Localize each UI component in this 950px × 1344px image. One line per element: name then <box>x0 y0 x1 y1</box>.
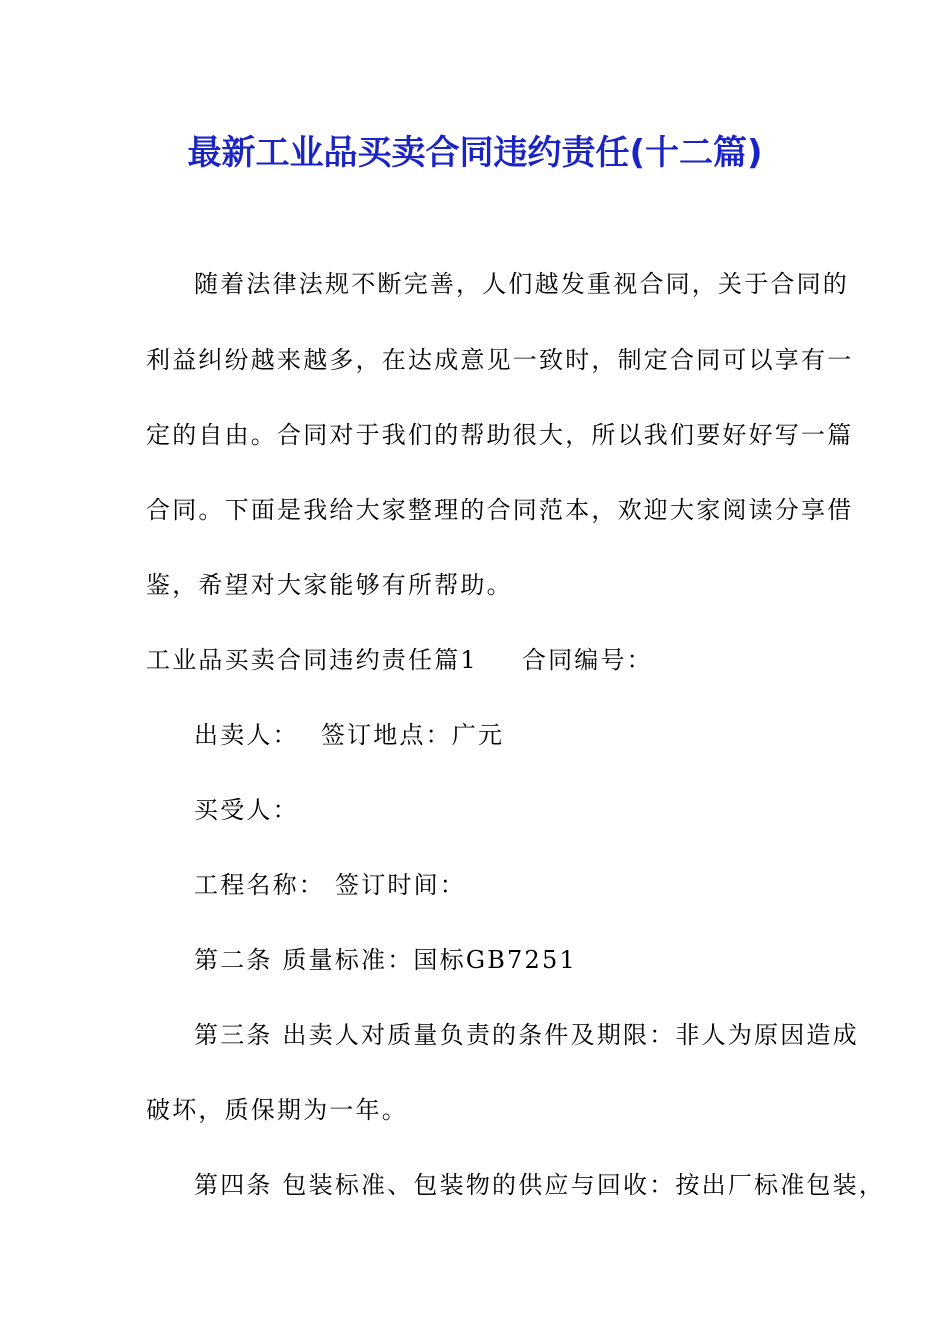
seller-row <box>194 717 504 753</box>
article-2: 第二条 质量标准：国标GB7251 <box>194 946 577 974</box>
intro-line-1: 随着法律法规不断完善，人们越发重视合同，关于合同的 <box>194 270 849 298</box>
section-heading: 工业品买卖合同违约责任篇1 <box>146 646 478 674</box>
seller-label: 出卖人： <box>194 721 299 749</box>
intro-line-2: 利益纠纷越来越多，在达成意见一致时，制定合同可以享有一 <box>146 346 854 374</box>
intro-line-5: 鉴，希望对大家能够有所帮助。 <box>146 571 513 599</box>
sign-place: 签订地点：广元 <box>320 721 505 749</box>
article-3-line-2: 破坏，质保期为一年。 <box>146 1096 408 1124</box>
intro-line-3: 定的自由。合同对于我们的帮助很大，所以我们要好好写一篇 <box>146 421 854 449</box>
document-title: 最新工业品买卖合同违约责任(十二篇) <box>187 133 763 173</box>
project-row <box>194 867 466 903</box>
section-heading-row <box>146 642 653 678</box>
sign-time-label: 签订时间： <box>335 871 466 899</box>
project-label: 工程名称： <box>194 871 325 899</box>
buyer-label: 买受人： <box>194 796 299 824</box>
contract-number-label: 合同编号： <box>521 646 653 674</box>
article-4-line-1: 第四条 包装标准、包装物的供应与回收：按出厂标准包装， <box>194 1171 886 1199</box>
intro-line-4: 合同。下面是我给大家整理的合同范本，欢迎大家阅读分享借 <box>146 496 854 524</box>
article-3-line-1: 第三条 出卖人对质量负责的条件及期限：非人为原因造成 <box>194 1021 859 1049</box>
